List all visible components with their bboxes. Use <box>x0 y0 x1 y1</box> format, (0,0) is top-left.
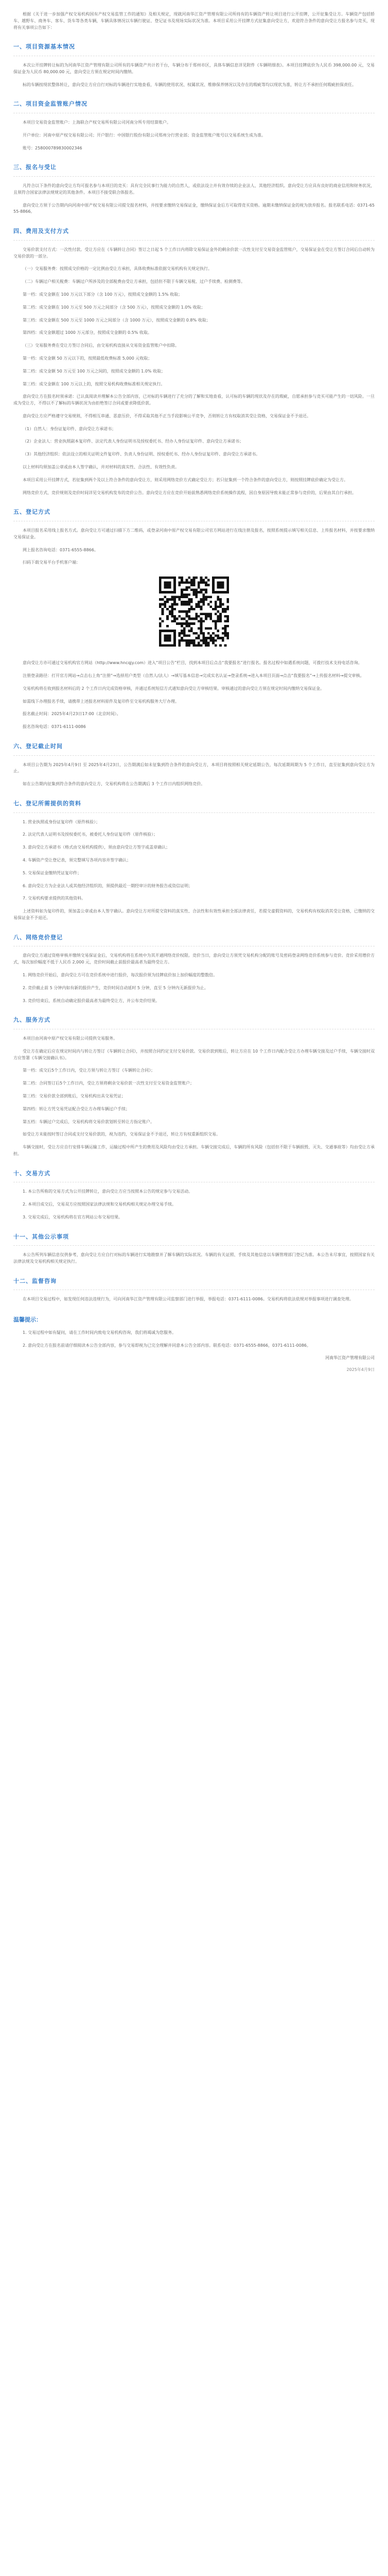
section-paragraph: 标的车辆按现状整体转让，意向受让方应自行对标的车辆进行实地查看，车辆的使用状况、权属状况、维修保养情况以及存在的瑕疵等均以现状为准，转让方不承担任何瑕疵担保责任。 <box>23 82 356 87</box>
section-paragraph: 第一档：成交金额在 100 万元以下部分（含 100 万元），按照成交金额的 1.5% 收取； <box>23 292 183 297</box>
section-paragraph: 3. 竞价结束后，系统自动确定报价最高者为最终受让方，并公布竞价结果。 <box>23 998 160 1003</box>
section-paragraph: 意向受让方通过资格审核并缴纳交易保证金后，交易机构将在系统中为其开通网络竞价权限。竞价当日，意向受让方须凭交易机构分配的账号及密码登录网络竞价系统参与竞价。竞价采用增价方式，每次加价幅度不低于人民币 2,000 元，竞价时间截止前报价最高者为最终受让方。 <box>13 953 375 965</box>
section-paragraph: （三）交易服务费在受让方签订合同后，由交易机构直接从交易资金监管账户中扣除。 <box>23 343 179 348</box>
section <box>13 1015 375 1157</box>
section-paragraph: 凡符合以下条件的意向受让方均可报名参与本项目的竞买：具有完全民事行为能力的自然人，或依法设立并有效存续的企业法人、其他经济组织。意向受让方应具有良好的商业信用和财务状况，且须符合国家法律法规规定的其他条件。本项目不接受联合体报名。 <box>13 183 375 195</box>
section-paragraph: 本次公开挂牌转让标的为河南华江资产管理有限公司所有的车辆资产共计若干台，车辆分布于郑州市区，具体车辆信息详见附件《车辆明细表》。本项目挂牌底价为人民币 398,000.00 元，交易保证金为人民币 80,000.00 元，意向受让方须在规定时间内缴纳。 <box>13 62 375 74</box>
qr-code-wrap <box>13 577 375 647</box>
section-paragraph: 报名截止时间：2025年4月23日17:00（北京时间）。 <box>23 711 121 717</box>
section-heading: 十、交易方式 <box>13 1169 375 1183</box>
section-paragraph: 3. 交易完成后，交易机构将在官方网站公布交易结果。 <box>23 1214 123 1219</box>
section-paragraph: 本项目报名采用线上报名方式。意向受让方可通过扫描下方二维码，或登录河南中原产权交易有限公司官方网站进行在线注册及报名，按照系统提示填写相关信息、上传报名材料，并按要求缴纳交易保证金。 <box>13 528 375 539</box>
section-paragraph: 5. 交易保证金缴纳凭证复印件； <box>23 870 82 875</box>
reminder-list <box>13 1330 375 1349</box>
section-paragraph: 7. 交易机构要求提供的其他资料。 <box>23 896 86 901</box>
section-paragraph: 注册登录路径：打开官方网站→点击右上角“注册”→选择用户类型（自然人/法人）→填写基本信息→完成实名认证→登录系统→进入本项目页面→点击“我要报名”→上传报名材料→提交审核。 <box>23 673 364 679</box>
signature: 河南华江资产管理有限公司 <box>325 1355 375 1361</box>
section-paragraph: 本项目交易资金监管账户：上海联合产权交易所有限公司河南分所专用结算账户。 <box>23 120 171 125</box>
section-paragraph: 车辆交接时，受让方应自行安排车辆运输工作，运输过程中所产生的费用及风险均由受让方承担。车辆交接完成后，车辆的所有风险（包括但不限于车辆损毁、灭失、交通事故等）均由受让方承担。 <box>13 1145 375 1156</box>
section-paragraph: 如受让方未能按时签订合同或支付交易价款的，视为违约，交易保证金不予退还，转让方有权重新组织交易。 <box>23 1132 220 1137</box>
section-paragraph: 以上材料均须加盖公章或由本人签字确认，并对材料的真实性、合法性、有效性负责。 <box>23 465 179 470</box>
section-paragraph: 如在公告期内征集到符合条件的意向受让方，交易机构将在公告期满后 3 个工作日内组织网络竞价。 <box>23 782 205 787</box>
section-paragraph: 第二档：成交金额在 100 万元至 500 万元之间部分（含 500 万元），按照成交金额的 1.0% 收取； <box>23 304 205 310</box>
section-paragraph: 2. 法定代表人证明书及授权委托书，被委托人身份证复印件（原件核验）； <box>23 832 158 837</box>
section-paragraph: 第二档：合同签订后5个工作日内，受让方须将剩余交易价款一次性支付至交易资金监管账户； <box>23 1081 195 1086</box>
section-paragraph: 如需线下办理报名手续，请携带上述报名材料原件及复印件至交易机构服务大厅办理。 <box>23 699 179 704</box>
section-paragraph: （二）车辆过户相关税费：车辆过户所涉及的全部税费由受让方承担，包括但不限于车辆交易税、过户手续费、检测费等。 <box>23 279 245 284</box>
reminder-title: 温馨提示： <box>13 1316 42 1324</box>
section-heading: 十一、其他公示事项 <box>13 1232 375 1246</box>
section-paragraph: 第三档：交易价款全部到账后，交易机构出具交易凭证； <box>23 1093 126 1098</box>
section-paragraph: 在本项目交易过程中，如发现任何违法违规行为，可向河南华江资产管理有限公司监察部门进行举报，举报电话：0371-6111-0086。交易机构将依法依规对举报事项进行调查处理。 <box>23 1297 354 1302</box>
section-heading: 六、登记截止时间 <box>13 742 375 756</box>
section-paragraph: 报名咨询电话：0371-6111-0086 <box>23 724 86 730</box>
section-paragraph: 2. 竞价截止前 5 分钟内如有新的报价产生，竞价时间自动延时 5 分钟，直至 5 分钟内无新报价为止。 <box>23 985 208 990</box>
section <box>13 99 375 151</box>
section-paragraph: 本项目由河南中原产权交易有限公司提供交易服务。 <box>23 1036 117 1041</box>
section-heading: 一、项目资源基本情况 <box>13 42 375 56</box>
intro-paragraph: 根据《关于进一步加强产权交易机构国有产权交易监管工作的通知》及相关规定，现就河南华江资产管理有限公司所持有的车辆资产转让项目进行公开挂牌，公开征集受让方。车辆资产包括轿车、越野车、商务车、客车、货车等各类车辆，车辆具体情况以车辆行驶证、登记证书及现场实际状况为准。本项目采用公开挂牌方式征集意向受让方，欢迎符合条件的意向受让方报名参与竞买，现将有关事项公告如下： <box>13 12 375 30</box>
announcement-content <box>13 11 375 1374</box>
section <box>13 933 375 1005</box>
section-paragraph: 交易机构将在收到报名材料后的 2 个工作日内完成资格审核，并通过系统短信方式通知意向受让方审核结果。审核通过的意向受让方须在规定时间内缴纳交易保证金。 <box>23 686 325 691</box>
section <box>13 163 375 215</box>
section-heading: 五、登记方式 <box>13 507 375 521</box>
section-heading: 三、报名与受让 <box>13 163 375 177</box>
section-paragraph: 网上报名咨询电话：0371-6555-8866。 <box>23 547 98 552</box>
section-paragraph: 开户单位：河南中原产权交易有限公司；开户银行：中国银行股份有限公司郑州分行营业部；资金监管账户账号以交易系统生成为准。 <box>23 132 266 138</box>
section-paragraph: 3. 意向受让方承诺书（格式由交易机构提供），须由意向受让方签字或盖章确认； <box>23 845 170 850</box>
section-heading: 七、登记所需提供的资料 <box>13 799 375 813</box>
section-paragraph: 第三档：成交金额在 500 万元至 1000 万元之间部分（含 1000 万元），按照成交金额的 0.8% 收取； <box>23 317 210 323</box>
section-paragraph: 第一档：成交后5个工作日内，受让方须与转让方签订《车辆转让合同》； <box>23 1068 155 1073</box>
announcement-sections <box>13 42 375 1303</box>
section-paragraph: （一）交易服务费：按照成交价格的一定比例由受让方承担，具体收费标准依据交易机构有关规定执行。 <box>23 266 212 272</box>
section-paragraph: 交易价款支付方式：一次性付款。受让方应在《车辆转让合同》签订之日起 5 个工作日内将除交易保证金外的剩余价款一次性支付至交易资金监管账户，交易保证金在受让方签订合同后自动转为交易价款的一部分。 <box>13 247 375 259</box>
section-heading: 八、网络竞价登记 <box>13 933 375 947</box>
section-paragraph: 2. 本项目成交后，交易双方应按照国家法律法规和交易机构相关规定办理交易手续。 <box>23 1202 177 1207</box>
reminder-paragraph: 2. 意向受让方在报名前请仔细阅读本公告全部内容，参与交易即视为已完全理解并同意本公告全部内容。联系电话：0371-6555-8866，0371-6111-0086。 <box>23 1343 311 1348</box>
section-paragraph: 第四档：成交金额超过 1000 万元部分，按照成交金额的 0.5% 收取。 <box>23 330 152 335</box>
section-paragraph: 第一档：成交金额 50 万元以下的，按照最低收费标准 5,000 元收取； <box>23 355 152 361</box>
section <box>13 1169 375 1221</box>
section-paragraph: 意向受让方亦可通过交易机构官方网站（http://www.hncqjy.com）进入“项目公告”栏目，找到本项目后点击“我要报名”进行报名。报名过程中如遇系统问题，可拨打技术支持电话咨询。 <box>23 660 362 666</box>
section-paragraph: 第四档：转让方凭交易凭证配合受让方办理车辆过户手续； <box>23 1106 130 1111</box>
section <box>13 1277 375 1303</box>
section-paragraph: 受让方在确定后应在规定时间内与转让方签订《车辆转让合同》，并按照合同约定支付交易价款。交易价款到账后，转让方应在 10 个工作日内配合受让方办理车辆交接及过户手续，车辆交接时双方应签署《车辆交接确认书》。 <box>13 1048 375 1060</box>
section <box>13 1232 375 1265</box>
section-paragraph: 意向受让方应严格遵守交易规则，不得相互串通、恶意压价，不得采取其他不正当手段影响公平竞争，否则转让方有权取消其受让资格，交易保证金不予退还。 <box>23 413 311 418</box>
section <box>13 799 375 922</box>
section <box>13 42 375 88</box>
section-paragraph: 4. 车辆资产受让登记表，须完整填写各项内容并签字确认； <box>23 858 131 862</box>
publish-date: 2025年4月9日 <box>346 1367 375 1372</box>
section-paragraph: 本项目采用公开挂牌方式，若征集到两个及以上符合条件的意向受让方，则采用网络竞价方式确定受让方；若只征集到一个符合条件的意向受让方，则按照挂牌底价确定为受让方。 <box>23 477 348 482</box>
section-paragraph: 本项目公告期为 2025年4月9日 至 2025年4月23日，公告期满后如未征集到符合条件的意向受让方，本项目将按照相关规定延期公告，每次延期周期为 5 个工作日，直至征集到意向受让方为止。 <box>13 762 375 774</box>
section-paragraph: （1）自然人：身份证复印件、意向受让方承诺书； <box>23 426 116 431</box>
section-paragraph: 6. 意向受让方为企业法人或其他经济组织的，须提供最近一期经审计的财务报告或资信证明； <box>23 883 193 888</box>
section-paragraph: 网络竞价方式、竞价规则及竞价时间详见交易机构发布的竞价公告。意向受让方应在竞价开始前熟悉网络竞价系统操作流程，因自身原因导致未能正常参与竞价的，后果由其自行承担。 <box>23 490 356 495</box>
section-paragraph: （2）企业法人：营业执照副本复印件、法定代表人身份证明书及授权委托书、经办人身份证复印件、意向受让方承诺书； <box>23 439 244 444</box>
section-heading: 二、项目资金监管账户情况 <box>13 99 375 113</box>
section <box>13 227 375 496</box>
section-paragraph: 意向受让方须于公告期内向河南中原产权交易有限公司提交报名材料，并按要求缴纳交易保证金，缴纳保证金后方可取得竞买资格。逾期未缴纳保证金的视为放弃报名。报名联系电话：0371-6555-8866。 <box>13 202 375 214</box>
section-paragraph: 上述资料如为复印件的，须加盖公章或由本人签字确认。意向受让方对所提交资料的真实性、合法性和有效性承担全部法律责任，若提交虚假资料的，交易机构有权取消其受让资格，已缴纳的交易保证金不予退还。 <box>13 909 375 920</box>
section-paragraph: 意向受让方在报名时须承诺：已认真阅读并理解本公告全部内容，已对标的车辆进行了充分的了解和实地查看，认可标的车辆的现状及存在的瑕疵，自愿承担参与竞买可能产生的一切风险。一旦成为受让方，不得以不了解标的车辆状况为由拒绝签订合同或要求降低价款。 <box>13 394 375 406</box>
section-paragraph: 1. 营业执照或身份证复印件（原件核验）； <box>23 819 100 824</box>
section <box>13 742 375 788</box>
section-paragraph: 第二档：成交金额 50 万元至 100 万元之间的，按照成交金额的 1.0% 收取； <box>23 368 166 374</box>
section-heading: 十二、监督咨询 <box>13 1277 375 1291</box>
section-heading: 九、服务方式 <box>13 1015 375 1029</box>
section-paragraph: 本公告所列车辆信息仅供参考，意向受让方应自行对标的车辆进行实地勘察并了解车辆的实际状况。车辆的有关证照、手续及其他信息以车辆管理部门登记为准。本公告未尽事宜，按照国家有关法律法规及交易机构相关规定执行。 <box>13 1252 375 1264</box>
qr-code-image <box>159 577 229 647</box>
reminder-paragraph: 1. 交易过程中如有疑问，请在工作时间内致电交易机构咨询，我们将竭诚为您服务。 <box>23 1330 177 1335</box>
section-paragraph: 账号：258000789830002346 <box>23 145 82 150</box>
section-paragraph: 1. 本公告所称的交易方式为公开挂牌转让，意向受让方应当按照本公告的规定参与交易活动。 <box>23 1189 193 1194</box>
section <box>13 507 375 731</box>
section-paragraph: 第三档：成交金额在 100 万元以上的，按照交易机构收费标准相关规定执行。 <box>23 381 165 386</box>
section-paragraph: 第五档：车辆过户完成后，交易机构将交易价款划转至转让方指定账户。 <box>23 1119 154 1124</box>
section-heading: 四、费用及支付方式 <box>13 227 375 241</box>
section-paragraph: （3）其他经济组织：依法设立的相关证明文件复印件、负责人身份证明、授权委托书、经办人身份证复印件、意向受让方承诺书。 <box>23 452 260 457</box>
section-paragraph: 扫码下载交易平台手机客户端： <box>23 560 80 565</box>
section-paragraph: 1. 网络竞价开始后，意向受让方可在竞价系统中进行报价，每次报价须为挂牌底价加上加价幅度的整数倍。 <box>23 972 218 977</box>
